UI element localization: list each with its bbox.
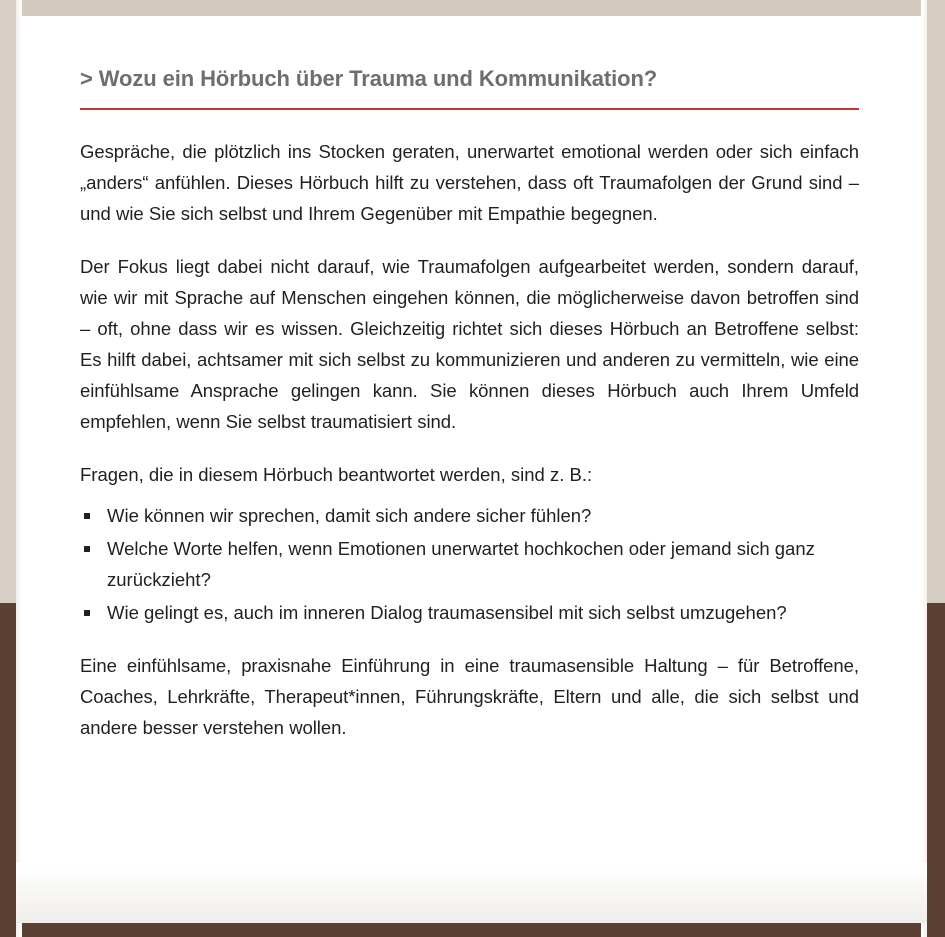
paragraph-closing: Eine einfühlsame, praxisnahe Einführung in eine traumasensible Haltung – für Betroffene, Coaches, Lehrkräfte, Therapeut*innen, Führungskräfte, Eltern und alle, die sich selbst und andere besser verstehen wollen. <box>80 655 859 739</box>
page-frame-right-brown <box>927 603 945 937</box>
page-frame-right-beige <box>927 0 945 607</box>
page-frame-top-beige <box>0 0 945 16</box>
page-frame-left-beige <box>0 0 16 607</box>
question-list <box>80 500 859 628</box>
paper-edge-shadow-left <box>16 0 22 937</box>
square-bullet-icon <box>84 546 90 552</box>
heading-marker-icon: > <box>80 66 93 91</box>
list-item-label: Wie können wir sprechen, damit sich andere sicher fühlen? <box>107 505 592 527</box>
page-title <box>80 66 859 108</box>
paragraph-focus: Der Fokus liegt dabei nicht darauf, wie Traumafolgen aufgearbeitet werden, sondern darauf, wie wir mit Sprache auf Menschen eingehen können, die möglicherweise davon betroffen sind – oft, ohne dass wir es wissen. Gleichzeitig richtet sich dieses Hörbuch an Betroffene selbst: Es hilft dabei, achtsamer mit sich selbst zu kommunizieren und anderen zu vermitteln, wie eine einfühlsame Ansprache gelingen kann. Sie können dieses Hörbuch auch Ihrem Umfeld empfehlen, wenn Sie selbst traumatisiert sind. <box>80 256 859 433</box>
list-item-label: Wie gelingt es, auch im inneren Dialog traumasensibel mit sich selbst umzugehen? <box>107 602 787 624</box>
heading-text: Wozu ein Hörbuch über Trauma und Kommunikation? <box>98 66 658 91</box>
paper-edge-shadow-bottom <box>16 863 927 923</box>
list-item <box>80 597 859 628</box>
question-list-intro: Fragen, die in diesem Hörbuch beantwortet werden, sind z. B.: <box>80 464 593 486</box>
paragraph-intro: Gespräche, die plötzlich ins Stocken geraten, unerwartet emotional werden oder sich einfach „anders“ anfühlen. Dieses Hörbuch hilft zu verstehen, dass oft Traumafolgen der Grund sind – und wie Sie sich selbst und Ihrem Gegenüber mit Empathie begegnen. <box>80 141 859 225</box>
list-item <box>80 500 859 531</box>
page-frame-bottom-brown <box>0 923 945 937</box>
paper-edge-shadow-right <box>921 0 927 937</box>
page-frame-left-brown <box>0 603 16 937</box>
document-content <box>80 66 859 743</box>
list-item-label: Welche Worte helfen, wenn Emotionen unerwartet hochkochen oder jemand sich ganz zurückzieht? <box>107 538 815 591</box>
list-item <box>80 533 859 595</box>
square-bullet-icon <box>84 610 90 616</box>
square-bullet-icon <box>84 513 90 519</box>
heading-accent-rule <box>80 108 859 110</box>
